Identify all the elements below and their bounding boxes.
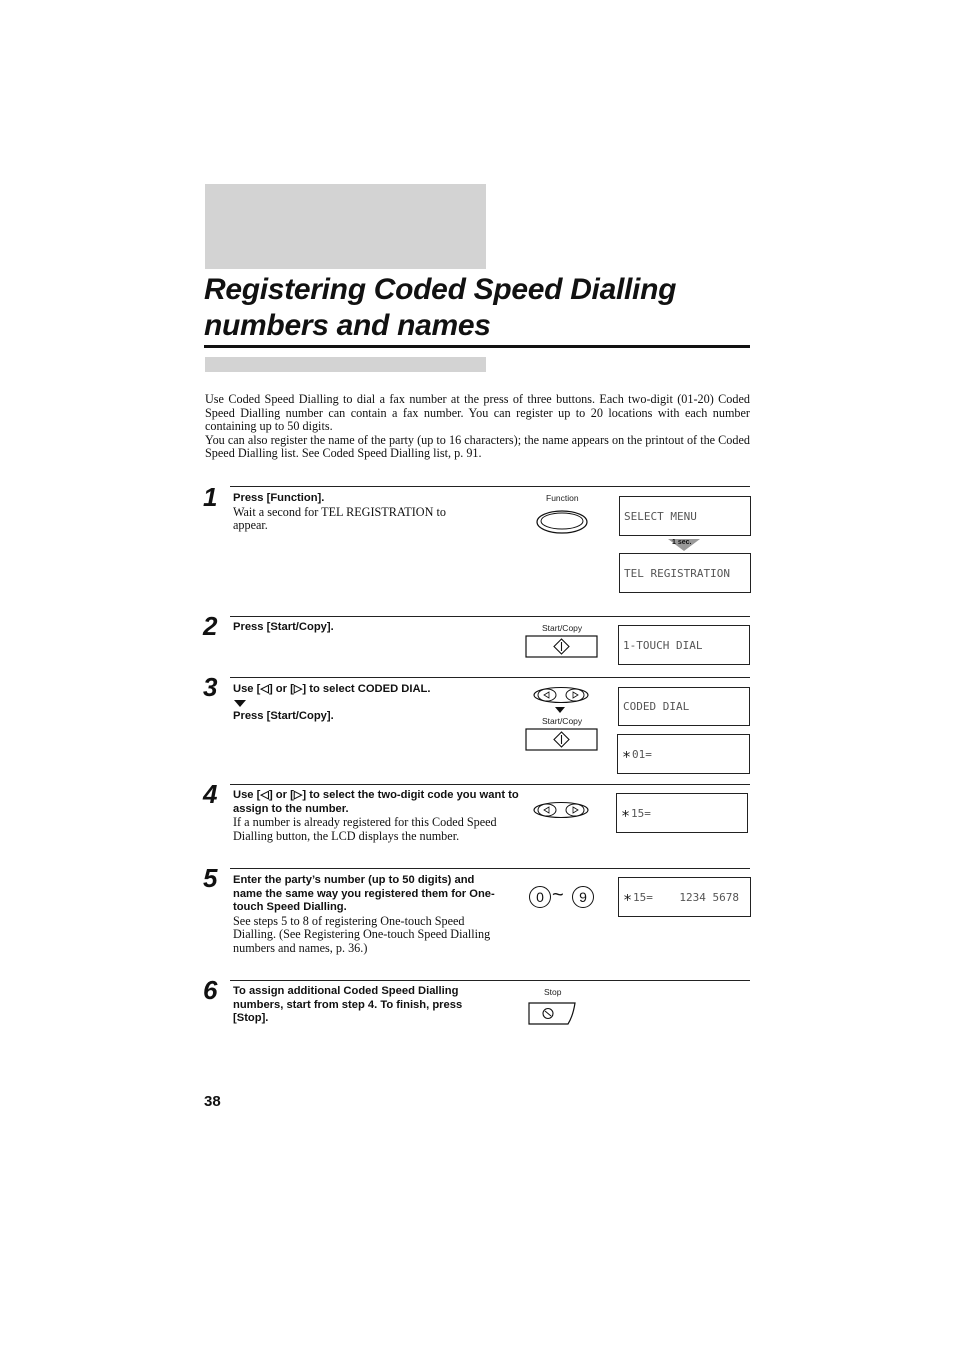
- step-1-instruction: Press [Function].: [233, 492, 325, 504]
- intro-text: [205, 393, 750, 461]
- lcd-text: SELECT MENU: [624, 509, 697, 523]
- stop-button-label: Stop: [544, 987, 562, 997]
- step-4-instruction: Use [◁] or [▷] to select the two-digit code you want to assign to the number.: [233, 789, 519, 815]
- lcd-display: [618, 687, 750, 726]
- title-rule: [204, 345, 750, 348]
- lcd-text: 1-TOUCH DIAL: [623, 638, 703, 652]
- digit-9-key-icon[interactable]: 9: [572, 886, 594, 908]
- digit-0-key-icon[interactable]: 0: [529, 886, 551, 908]
- start-copy-button-label: Start/Copy: [542, 716, 583, 726]
- function-button-label: Function: [546, 493, 579, 503]
- lcd-display: [618, 877, 751, 917]
- step-2-text: [233, 621, 523, 635]
- step-6-text: [233, 985, 493, 1026]
- step-4-text: [233, 789, 523, 843]
- lcd-display: [619, 553, 751, 593]
- lcd-display: [619, 496, 751, 536]
- range-tilde: ~: [552, 884, 564, 906]
- step-number: 5: [203, 863, 218, 893]
- start-copy-button-icon[interactable]: [525, 635, 598, 658]
- page-title: [204, 272, 764, 344]
- asterisk-icon: ∗: [623, 888, 633, 906]
- lcd-display: [618, 625, 750, 665]
- step-3-instruction-a: Use [◁] or [▷] to select CODED DIAL.: [233, 683, 431, 695]
- step-1-detail: Wait a second for TEL REGISTRATION to appear.: [233, 504, 446, 533]
- function-button-icon[interactable]: [535, 509, 589, 535]
- step-divider: [230, 980, 750, 981]
- lcd-text: CODED DIAL: [623, 700, 690, 713]
- step-number: 2: [203, 611, 218, 641]
- step-divider: [230, 486, 750, 487]
- subtitle-gray-bar: [205, 357, 486, 372]
- left-right-buttons-icon[interactable]: [532, 801, 590, 819]
- page-number: 38: [204, 1093, 221, 1110]
- step-number: 4: [203, 779, 218, 809]
- step-4-detail: If a number is already registered for this Coded Speed Dialling button, the LCD displays the number.: [233, 815, 497, 843]
- lcd-text: 01=: [632, 747, 652, 761]
- step-5-instruction: Enter the party’s number (up to 50 digits) and name the same way you registered them for One-touch Speed Dialling.: [233, 874, 495, 914]
- step-3-instruction-b: Press [Start/Copy].: [233, 710, 334, 722]
- intro-paragraph-2: You can also register the name of the party (up to 16 characters); the name appears on the printout of the Coded Speed Dialling list. See Coded Speed Dialling list, p. 91.: [205, 432, 750, 461]
- title-line-1: Registering Coded Speed Dialling: [204, 273, 677, 306]
- lcd-display: [617, 734, 750, 774]
- step-6-instruction: To assign additional Coded Speed Dialling numbers, start from step 4. To finish, press [Stop].: [233, 985, 463, 1025]
- wait-indicator: [668, 538, 700, 552]
- lcd-text: 15=: [631, 806, 651, 820]
- left-right-buttons-icon[interactable]: [532, 686, 590, 704]
- lcd-text: 15= 1234 5678: [633, 890, 739, 904]
- wait-label: 1 sec.: [672, 539, 692, 546]
- step-5-text: [233, 874, 505, 956]
- intro-paragraph-1: Use Coded Speed Dialling to dial a fax number at the press of three buttons. Each two-digit (01-20) Coded Speed Dialling number can contain a fax number. You can register up to 20 locations with each number containing up to 50 digits.: [205, 392, 750, 434]
- title-line-2: numbers and names: [204, 309, 491, 342]
- start-copy-button-icon[interactable]: [525, 728, 598, 751]
- step-2-instruction: Press [Start/Copy].: [233, 621, 334, 633]
- step-divider: [230, 784, 750, 785]
- step-3-text-b: [233, 710, 523, 724]
- step-1-text: [233, 492, 473, 533]
- step-5-detail: See steps 5 to 8 of registering One-touch Speed Dialling. (See Registering One-touch Speed Dialling numbers and names, p. 36.): [233, 913, 491, 955]
- lcd-text: TEL REGISTRATION: [624, 566, 730, 580]
- asterisk-icon: ∗: [621, 804, 631, 822]
- step-3-text: [233, 683, 523, 697]
- step-number: 3: [203, 672, 218, 702]
- step-number: 1: [203, 482, 218, 512]
- step-divider: [230, 868, 750, 869]
- start-copy-button-label: Start/Copy: [542, 623, 583, 633]
- step-divider: [230, 677, 750, 678]
- next-arrow-icon: [555, 707, 565, 713]
- step-number: 6: [203, 975, 218, 1005]
- next-arrow-icon: [234, 700, 246, 707]
- step-divider: [230, 616, 750, 617]
- header-gray-block: [205, 184, 486, 269]
- lcd-display: [616, 793, 748, 833]
- stop-button-icon[interactable]: [528, 1002, 577, 1026]
- asterisk-icon: ∗: [622, 745, 632, 763]
